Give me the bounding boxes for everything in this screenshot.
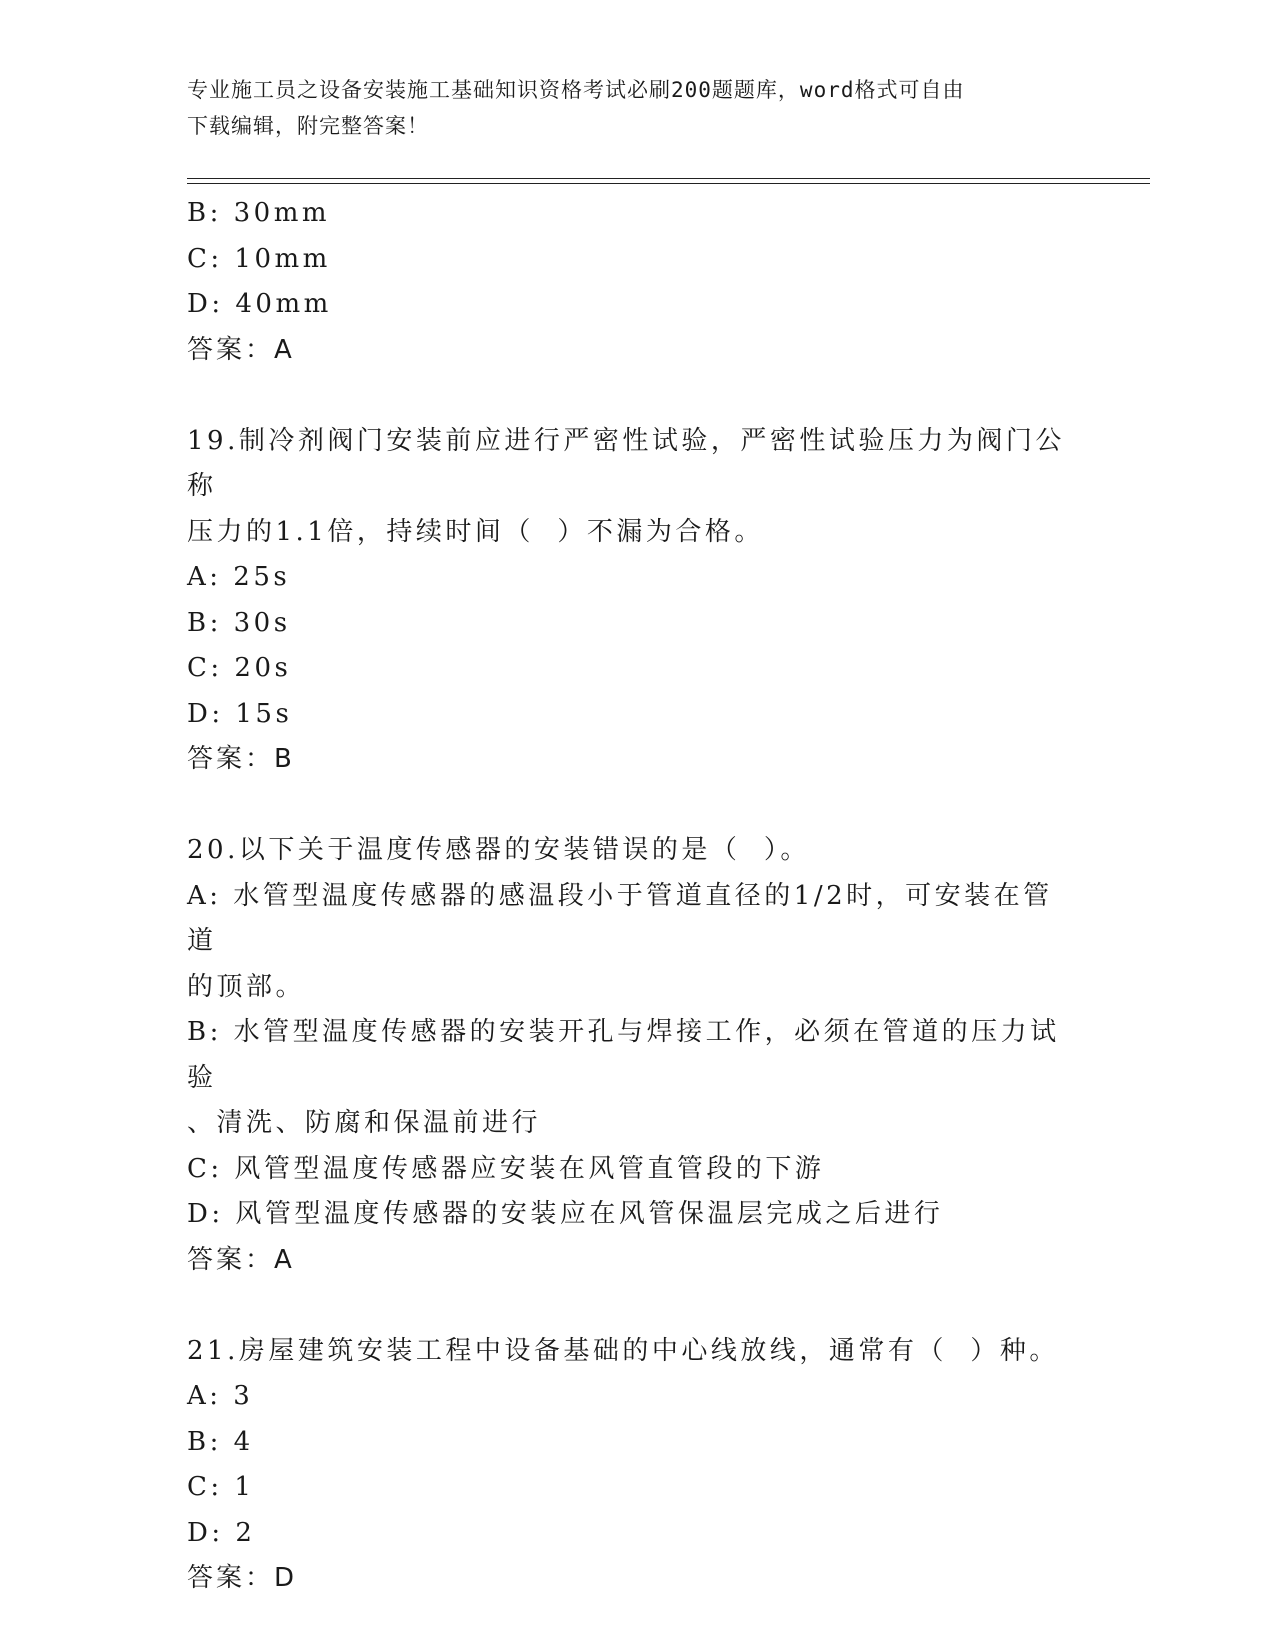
- header-rule-top: [187, 178, 1150, 179]
- question-text: 19.制冷剂阀门安装前应进行严密性试验，严密性试验压力为阀门公称: [187, 425, 1065, 501]
- option-text: 、清洗、防腐和保温前进行: [187, 1108, 542, 1138]
- document-header: [187, 72, 1067, 144]
- option-text: B: 30s: [187, 607, 291, 638]
- header-line-2: 下载编辑，附完整答案！: [187, 114, 429, 138]
- answer-text: 答案：A: [187, 1244, 295, 1275]
- question-block: [187, 419, 1067, 783]
- question-list: [187, 191, 1067, 1602]
- question-text: 20.以下关于温度传感器的安装错误的是（ ）。: [187, 835, 810, 865]
- answer-text: 答案：B: [187, 744, 295, 774]
- option-text: B: 水管型温度传感器的安装开孔与焊接工作，必须在管道的压力试验: [187, 1017, 1060, 1093]
- option-text: D: 2: [187, 1517, 256, 1548]
- option-text: B: 30mm: [187, 198, 331, 228]
- option-text: C: 10mm: [187, 243, 331, 274]
- option-text: B: 4: [187, 1426, 254, 1457]
- question-block: [187, 1329, 1067, 1602]
- option-text: 的顶部。: [187, 971, 306, 1002]
- option-text: C: 20s: [187, 653, 292, 683]
- answer-text: 答案：A: [187, 334, 295, 365]
- option-text: D: 风管型温度传感器的安装应在风管保温层完成之后进行: [187, 1199, 944, 1229]
- option-text: A: 水管型温度传感器的感温段小于管道直径的1/2时，可安装在管道: [187, 880, 1053, 956]
- option-text: A: 3: [187, 1381, 254, 1411]
- question-text: 21.房屋建筑安装工程中设备基础的中心线放线，通常有（ ）种。: [187, 1335, 1059, 1366]
- question-block: [187, 191, 1067, 373]
- option-text: D: 15s: [187, 698, 293, 729]
- header-line-1: 专业施工员之设备安装施工基础知识资格考试必刷200题题库，word格式可自由: [187, 78, 965, 102]
- option-text: C: 风管型温度传感器应安装在风管直管段的下游: [187, 1153, 825, 1184]
- answer-text: 答案：D: [187, 1563, 298, 1593]
- header-rule-bottom: [187, 183, 1150, 184]
- option-text: D: 40mm: [187, 289, 332, 319]
- question-block: [187, 828, 1067, 1283]
- option-text: C: 1: [187, 1472, 255, 1502]
- option-text: A: 25s: [187, 562, 291, 592]
- question-text: 压力的1.1倍，持续时间（ ）不漏为合格。: [187, 516, 764, 547]
